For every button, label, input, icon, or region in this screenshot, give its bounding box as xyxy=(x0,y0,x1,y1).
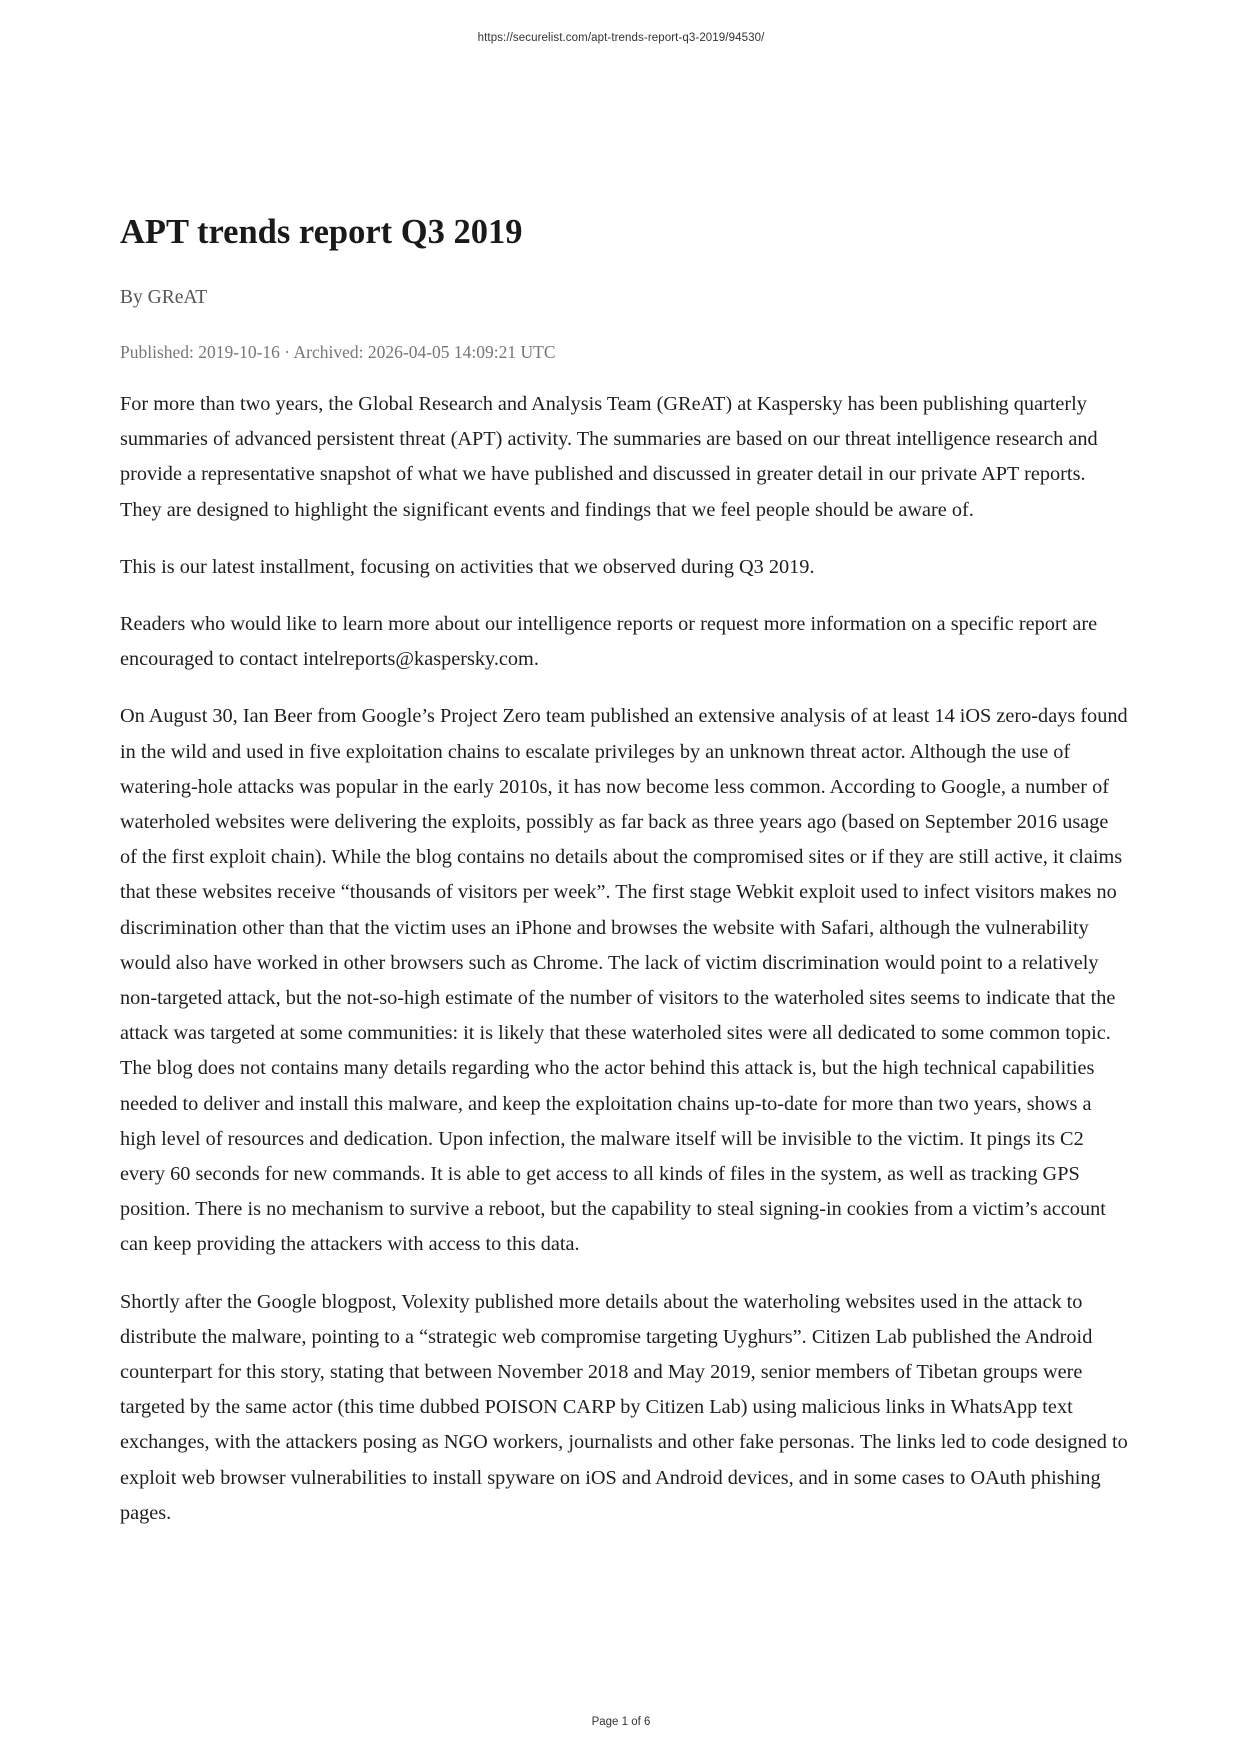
paragraph-installment: This is our latest installment, focusing on activities that we observed during Q3 2019. xyxy=(120,555,815,578)
paragraph-intro: For more than two years, the Global Research and Analysis Team (GReAT) at Kaspersky has been publishing quarterly summaries of advanced persistent threat (APT) activity. The summaries are based on our threat intelligence research and provide a representative snapshot of what we have published and discussed in greater detail in our private APT reports. They are designed to highlight the significant events and findings that we feel people should be aware of. xyxy=(120,393,1098,521)
page-number: Page 1 of 6 xyxy=(591,1716,651,1728)
article-body xyxy=(120,210,1130,1553)
article-meta: Published: 2019-10-16 · Archived: 2026-04-05 14:09:21 UTC xyxy=(120,342,556,362)
source-url: https://securelist.com/apt-trends-report-q3-2019/94530/ xyxy=(477,32,765,44)
paragraph-project-zero: On August 30, Ian Beer from Google’s Project Zero team published an extensive analysis of at least 14 iOS zero-days found in the wild and used in five exploitation chains to escalate privileges by an unknown threat actor. Although the use of watering-hole attacks was popular in the early 2010s, it has now become less common. According to Google, a number of waterholed websites were delivering the exploits, possibly as far back as three years ago (based on September 2016 usage of the first exploit chain). While the blog contains no details about the compromised sites or if they are still active, it claims that these websites receive “thousands of visitors per week”. The first stage Webkit exploit used to infect visitors makes no discrimination other than that the victim uses an iPhone and browses the website with Safari, although the vulnerability would also have worked in other browsers such as Chrome. The lack of victim discrimination would point to a relatively non-targeted attack, but the not-so-high estimate of the number of visitors to the waterholed sites seems to indicate that the attack was targeted at some communities: it is likely that these waterholed sites were all dedicated to some common topic. The blog does not contains many details regarding who the actor behind this attack is, but the high technical capabilities needed to deliver and install this malware, and keep the exploitation chains up-to-date for more than two years, shows a high level of resources and dedication. Upon infection, the malware itself will be invisible to the victim. It pings its C2 every 60 seconds for new commands. It is able to get access to all kinds of files in the system, as well as tracking GPS position. There is no mechanism to survive a reboot, but the capability to steal signing-in cookies from a victim’s account can keep providing the attackers with access to this data. xyxy=(120,705,1128,1256)
article-title: APT trends report Q3 2019 xyxy=(120,213,523,251)
paragraph-volexity: Shortly after the Google blogpost, Volexity published more details about the waterholing websites used in the attack to distribute the malware, pointing to a “strategic web compromise targeting Uyghurs”. Citizen Lab published the Android counterpart for this story, stating that between November 2018 and May 2019, senior members of Tibetan groups were targeted by the same actor (this time dubbed POISON CARP by Citizen Lab) using malicious links in WhatsApp text exchanges, with the attackers posing as NGO workers, journalists and other fake personas. The links led to code designed to exploit web browser vulnerabilities to install spyware on iOS and Android devices, and in some cases to OAuth phishing pages. xyxy=(120,1290,1128,1524)
article-byline: By GReAT xyxy=(120,287,208,308)
paragraph-contact: Readers who would like to learn more about our intelligence reports or request more information on a specific report are encouraged to contact intelreports@kaspersky.com. xyxy=(120,613,1098,671)
